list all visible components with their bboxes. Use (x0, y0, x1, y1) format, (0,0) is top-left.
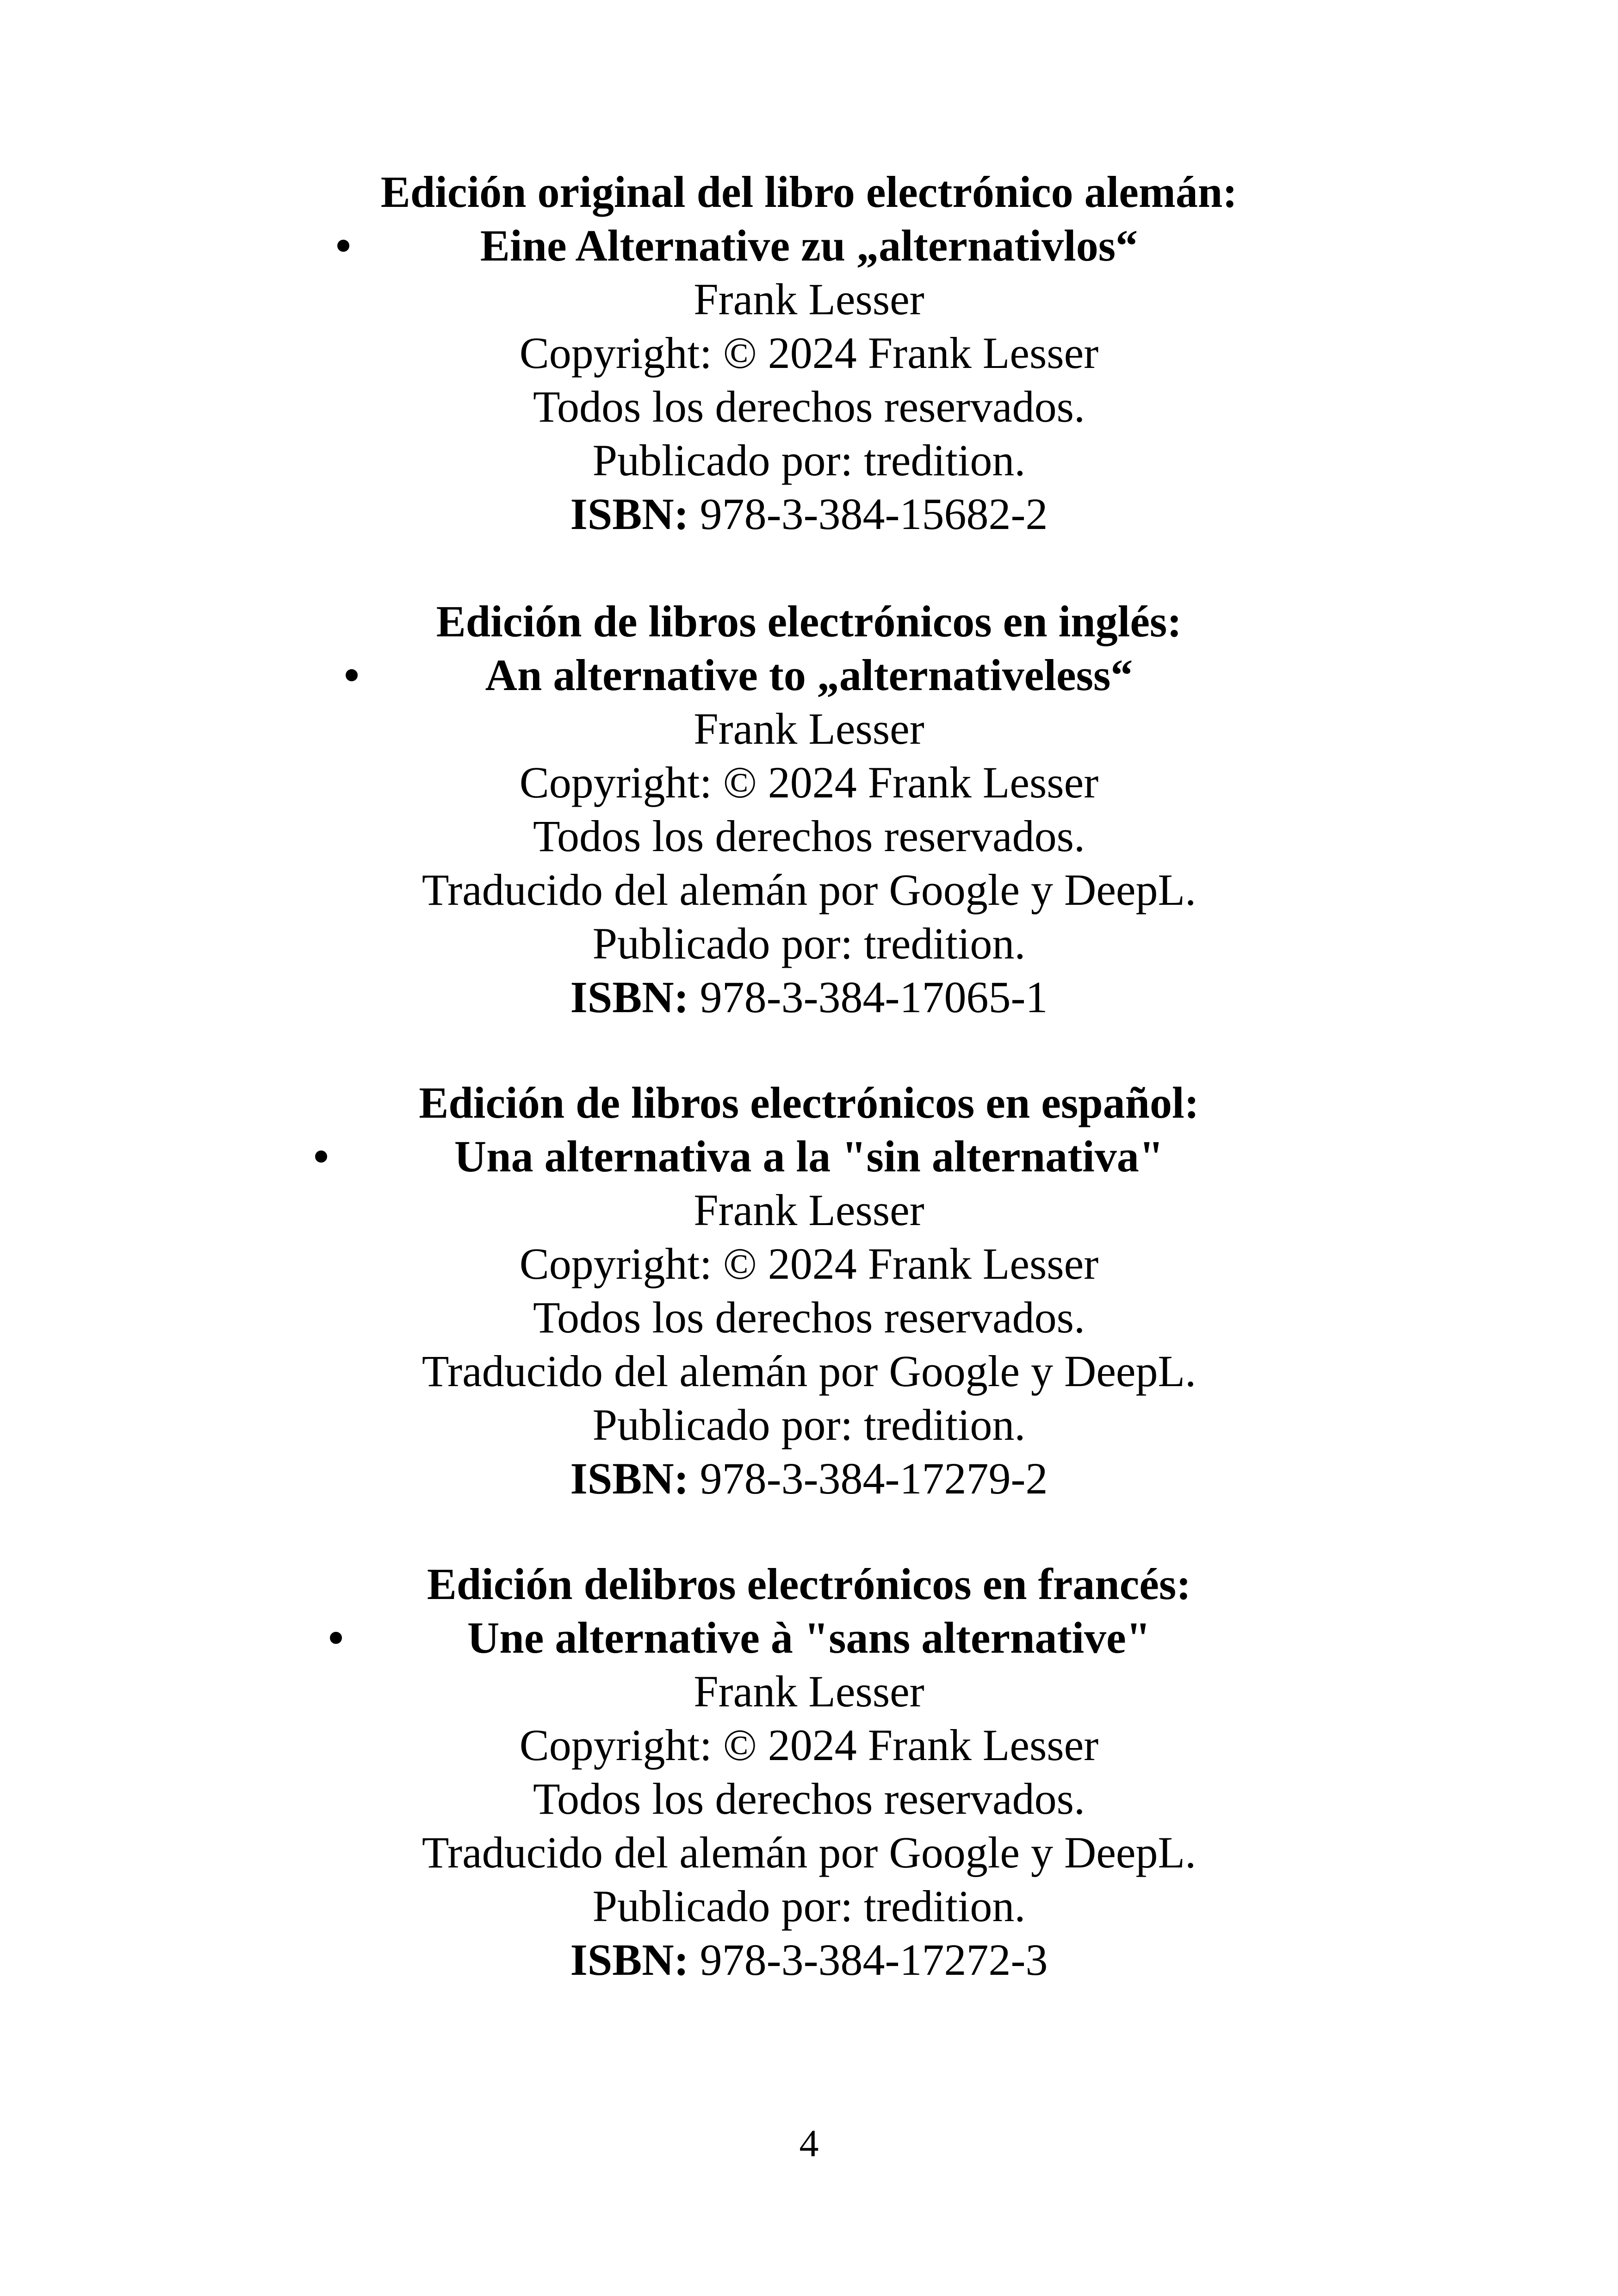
bullet-icon: • (344, 650, 360, 700)
isbn-value: 978-3-384-17065-1 (688, 972, 1048, 1022)
isbn-value: 978-3-384-17279-2 (688, 1454, 1048, 1503)
edition-author: Frank Lesser (694, 1667, 924, 1716)
bullet-icon: • (335, 221, 351, 270)
edition-rights: Todos los derechos reservados. (533, 1774, 1085, 1823)
edition-translation: Traducido del alemán por Google y DeepL. (422, 1828, 1196, 1877)
edition-heading: Edición de libros electrónicos en inglés: (436, 597, 1182, 646)
isbn-value: 978-3-384-15682-2 (688, 489, 1048, 539)
edition-title: An alternative to „alternativeless“ (485, 650, 1133, 700)
bullet-icon: • (328, 1613, 344, 1662)
isbn-label: ISBN: (570, 1454, 689, 1503)
edition-title: Una alternativa a la "sin alternativa" (454, 1132, 1164, 1181)
edition-author: Frank Lesser (694, 1185, 924, 1235)
edition-copyright: Copyright: © 2024 Frank Lesser (519, 1239, 1099, 1288)
edition-publisher: Publicado por: tredition. (592, 436, 1026, 485)
edition-publisher: Publicado por: tredition. (592, 1400, 1026, 1450)
page-number: 4 (799, 2122, 819, 2165)
edition-translation: Traducido del alemán por Google y DeepL. (422, 1346, 1196, 1396)
isbn-label: ISBN: (570, 489, 689, 539)
edition-heading: Edición delibros electrónicos en francés: (427, 1559, 1191, 1609)
edition-author: Frank Lesser (694, 704, 924, 753)
edition-translation: Traducido del alemán por Google y DeepL. (422, 865, 1196, 915)
isbn-value: 978-3-384-17272-3 (688, 1935, 1048, 1985)
edition-author: Frank Lesser (694, 274, 924, 324)
edition-copyright: Copyright: © 2024 Frank Lesser (519, 758, 1099, 807)
edition-rights: Todos los derechos reservados. (533, 382, 1085, 431)
bullet-icon: • (313, 1132, 329, 1181)
edition-isbn (0, 1933, 1618, 1987)
edition-rights: Todos los derechos reservados. (533, 1293, 1085, 1342)
edition-copyright: Copyright: © 2024 Frank Lesser (519, 1720, 1099, 1770)
isbn-label: ISBN: (570, 972, 689, 1022)
edition-isbn (0, 971, 1618, 1024)
isbn-label: ISBN: (570, 1935, 689, 1985)
edition-isbn (0, 1452, 1618, 1506)
edition-rights: Todos los derechos reservados. (533, 811, 1085, 861)
edition-title: Une alternative à "sans alternative" (467, 1613, 1151, 1662)
edition-heading: Edición original del libro electrónico alemán: (380, 167, 1238, 217)
edition-title: Eine Alternative zu „alternativlos“ (480, 221, 1138, 270)
edition-isbn (0, 487, 1618, 541)
edition-publisher: Publicado por: tredition. (592, 919, 1026, 968)
edition-heading: Edición de libros electrónicos en español: (419, 1078, 1199, 1127)
edition-publisher: Publicado por: tredition. (592, 1881, 1026, 1931)
edition-copyright: Copyright: © 2024 Frank Lesser (519, 328, 1099, 378)
